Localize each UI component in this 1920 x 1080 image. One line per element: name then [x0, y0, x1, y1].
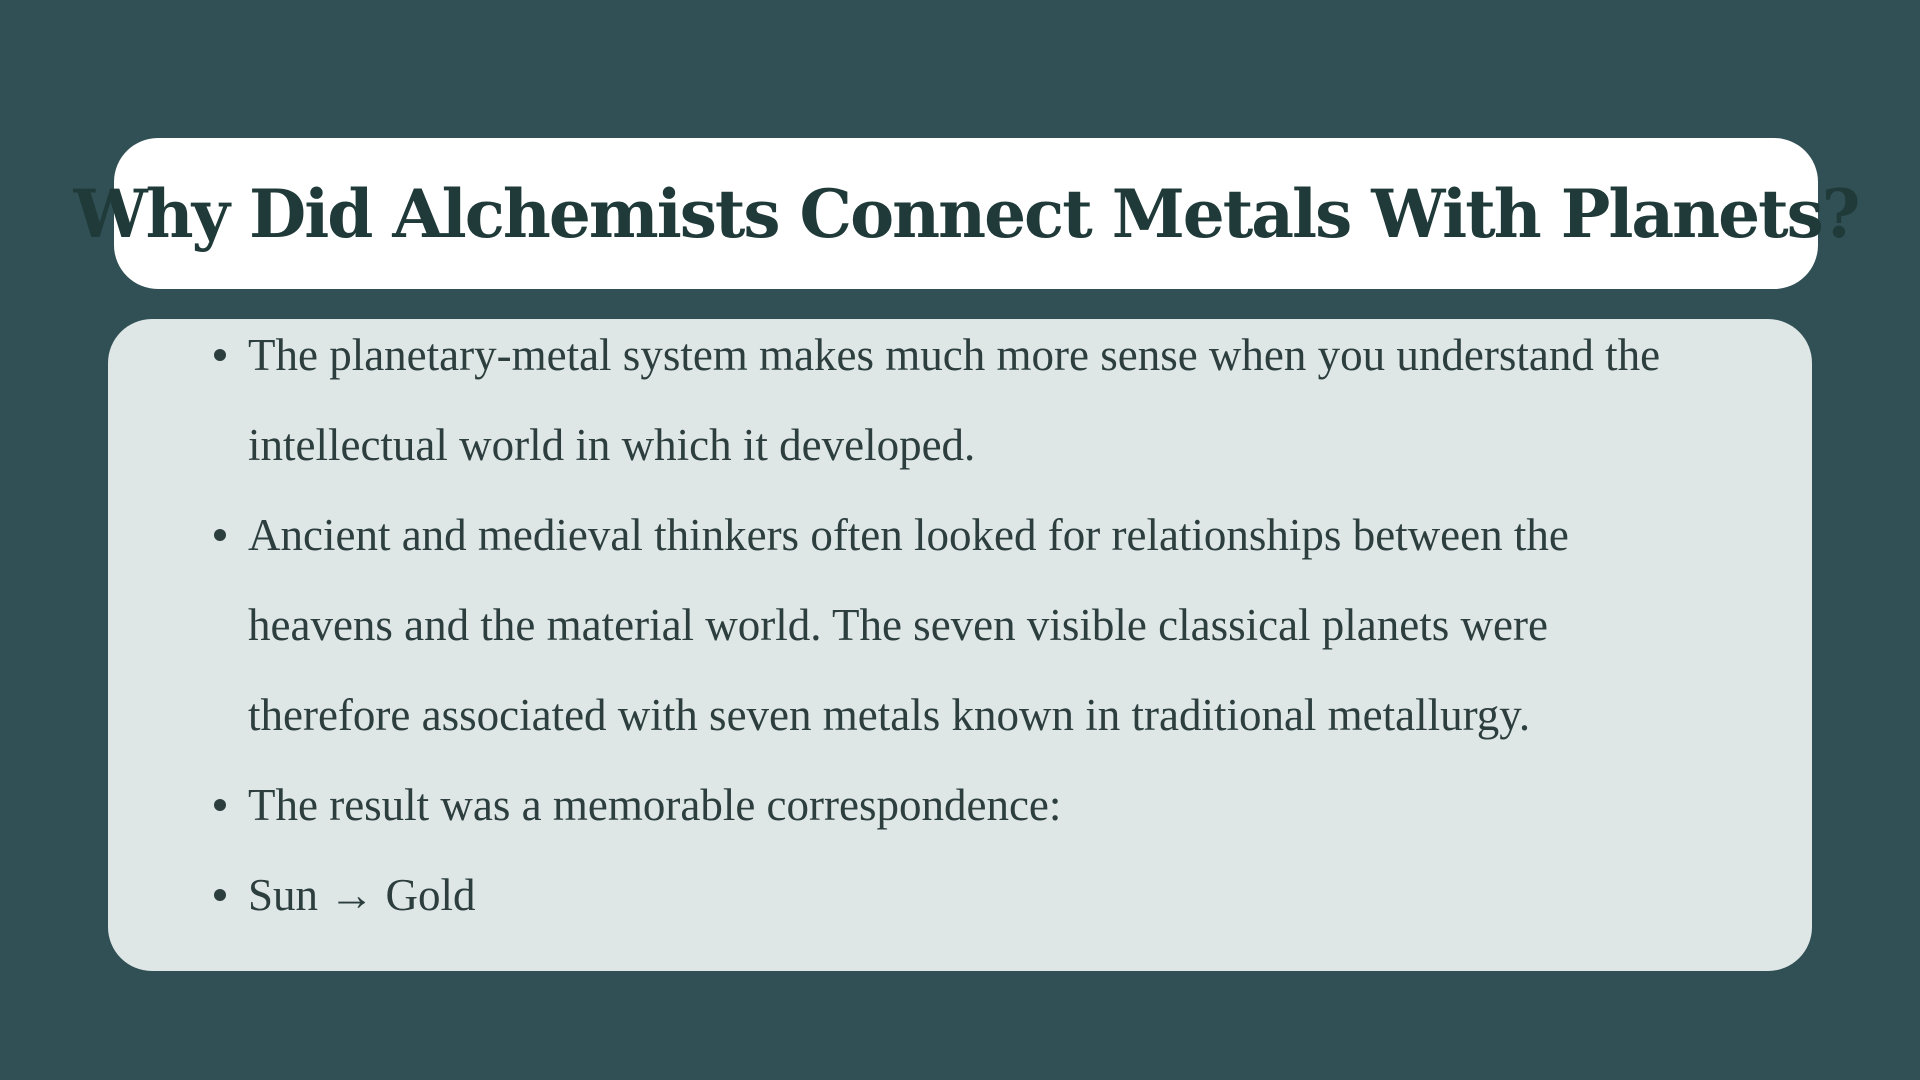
bullet-item	[140, 760, 1780, 850]
bullet-list	[140, 310, 1780, 940]
bullet-item	[140, 490, 1780, 760]
bullet-line: intellectual world in which it developed.	[248, 420, 976, 470]
bullet-line: The planetary-metal system makes much more sense when you understand the	[248, 330, 1661, 380]
bullet-line: The result was a memorable correspondence:	[248, 780, 1062, 830]
title-card	[73, 138, 1859, 289]
bullet-dot-icon	[214, 799, 226, 811]
bullet-line: Sun → Gold	[248, 870, 476, 920]
bullet-dot-icon	[214, 349, 226, 361]
bullet-dot-icon	[214, 889, 226, 901]
bullet-line: Ancient and medieval thinkers often looked for relationships between the	[248, 510, 1569, 560]
slide-title: Why Did Alchemists Connect Metals With Planets?	[73, 174, 1859, 253]
bullet-item	[140, 310, 1780, 490]
bullet-line: heavens and the material world. The seven visible classical planets were	[248, 600, 1548, 650]
bullet-line: therefore associated with seven metals known in traditional metallurgy.	[248, 690, 1531, 740]
bullet-item	[140, 850, 1780, 940]
bullet-dot-icon	[214, 529, 226, 541]
